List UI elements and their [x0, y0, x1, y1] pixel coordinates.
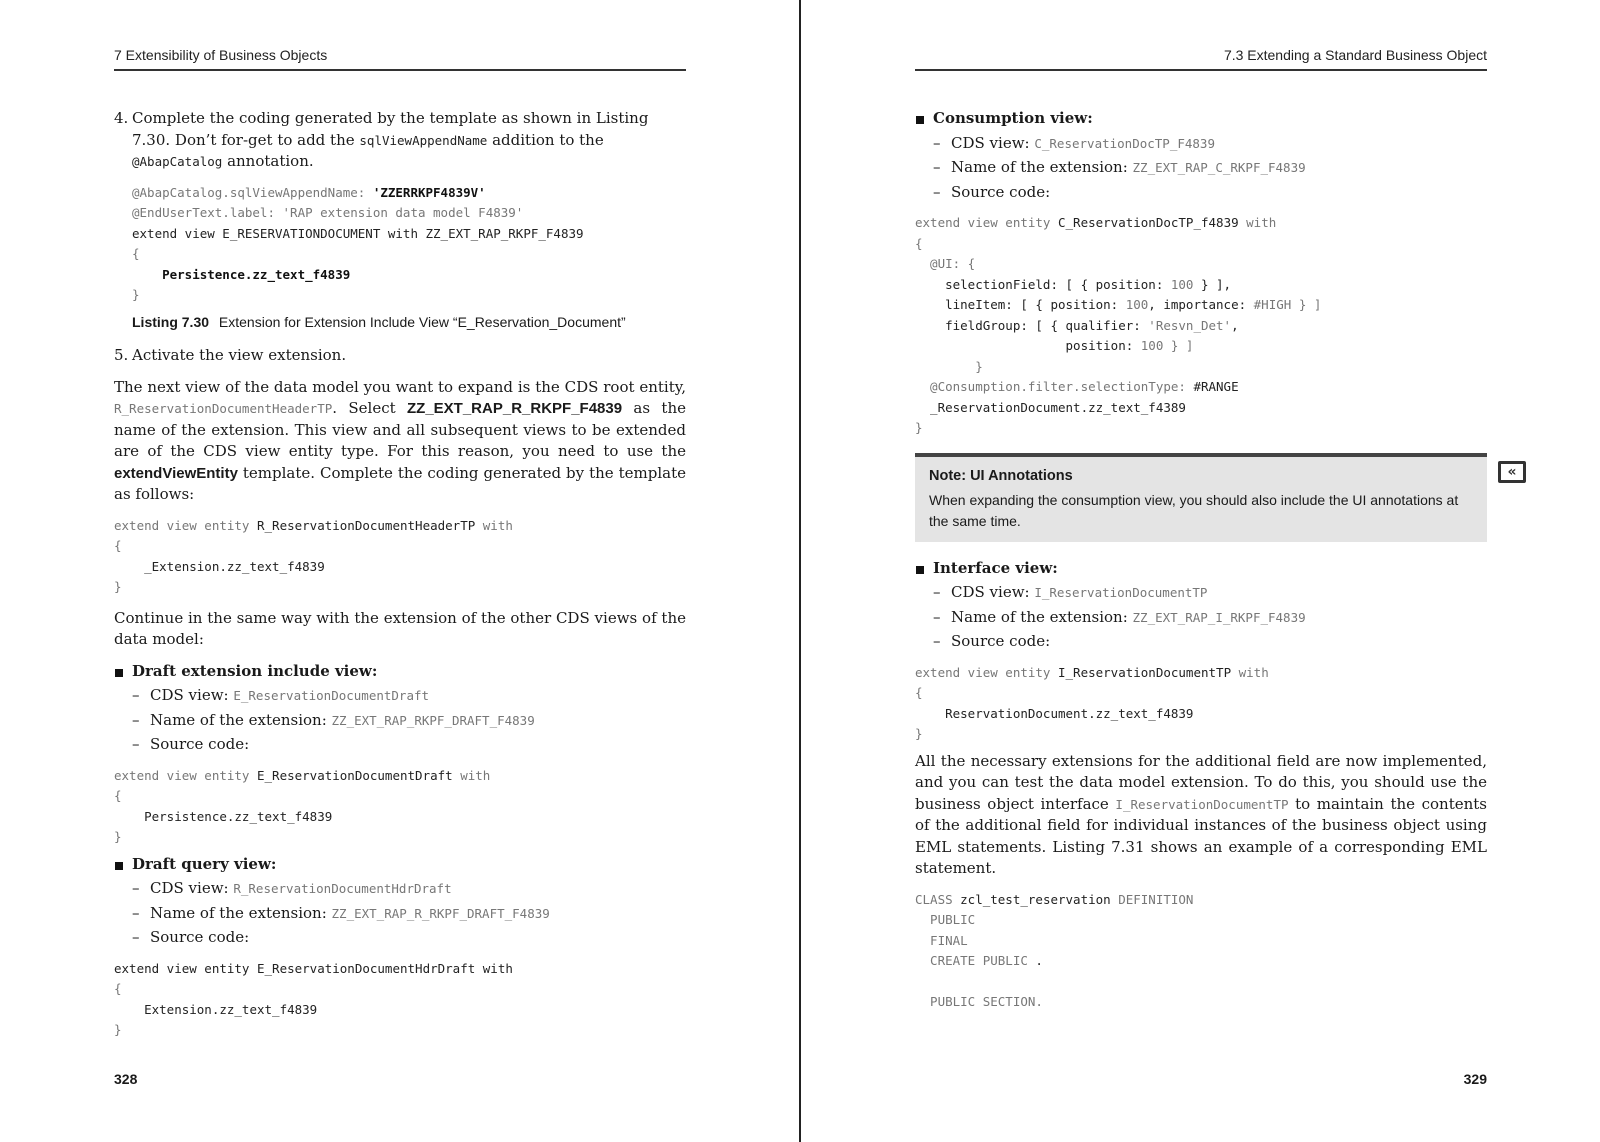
dash-source-code: – Source code:	[915, 631, 1487, 653]
header-rule	[915, 69, 1487, 71]
paragraph-root-entity: The next view of the data model you want to expand is the CDS root entity, R_ReservationDocumentHeaderTP. Select ZZ_EXT_RAP_R_RKPF_F4839 as the name of the extension. This view and all subsequent views to be extended are of the CDS view entity type. For this reason, you need to use the extendViewEntity template. Complete the coding generated by the template as follows:	[114, 377, 686, 503]
dash-extension-name: – Name of the extension: ZZ_EXT_RAP_I_RKPF_F4839	[915, 607, 1487, 629]
right-page	[801, 0, 1600, 1142]
draft-extension-code: extend view entity E_ReservationDocumentDraft with { Persistence.zz_text_f4839 }	[114, 767, 491, 844]
step-number: 5.	[114, 346, 129, 364]
inline-code: @AbapCatalog	[132, 154, 223, 169]
interface-code: extend view entity I_ReservationDocumentTP with { ReservationDocument.zz_text_f4839 }	[915, 664, 1269, 741]
root-entity-code: extend view entity R_ReservationDocumentHeaderTP with { _Extension.zz_text_f4839 }	[114, 517, 513, 594]
dash-cds-view: – CDS view: I_ReservationDocumentTP	[915, 582, 1487, 604]
dash-cds-view: – CDS view: C_ReservationDocTP_F4839	[915, 133, 1487, 155]
dash-extension-name: – Name of the extension: ZZ_EXT_RAP_R_RKPF_DRAFT_F4839	[114, 903, 686, 925]
page-number: 328	[114, 1071, 138, 1087]
left-page	[0, 0, 799, 1142]
step-number: 4.	[114, 109, 129, 127]
step-4	[114, 108, 686, 173]
bullet-draft-query: Draft query view:	[114, 854, 686, 876]
consumption-code: extend view entity C_ReservationDocTP_f4839 with { @UI: { selectionField: [ { position: 100 } ], lineItem: [ { position: 100, importance: #HIGH } ] fieldGroup: [ { qualifier: 'Resvn_Det', position: 100 } ] } @Consumption.filter.selectionType: #RANGE _ReservationDocument.zz_text_f4389 }	[915, 215, 1322, 435]
step-text: Complete the coding generated by the template as shown in Listing 7.30. Don’t for-get to add the	[132, 109, 649, 149]
dash-source-code: – Source code:	[114, 734, 686, 756]
note-title: Note: UI Annotations	[929, 467, 1073, 484]
left-content	[114, 108, 686, 1047]
running-head: 7.3 Extending a Standard Business Object	[1223, 47, 1487, 63]
class-definition-code: CLASS zcl_test_reservation DEFINITION PUBLIC FINAL CREATE PUBLIC . PUBLIC SECTION.	[915, 891, 1194, 1009]
step-5	[114, 345, 686, 367]
bullet-interface-view: Interface view:	[915, 558, 1487, 580]
note-icon: «	[1498, 461, 1526, 483]
header-rule	[114, 69, 686, 71]
note-text: When expanding the consumption view, you should also include the UI annotations at the same time.	[929, 491, 1459, 529]
draft-query-code: extend view entity E_ReservationDocumentHdrDraft with { Extension.zz_text_f4839 }	[114, 960, 513, 1037]
dash-cds-view: – CDS view: R_ReservationDocumentHdrDraft	[114, 878, 686, 900]
step-text: Activate the view extension.	[132, 346, 347, 364]
note-box	[915, 453, 1487, 542]
dash-extension-name: – Name of the extension: ZZ_EXT_RAP_RKPF_DRAFT_F4839	[114, 710, 686, 732]
dash-source-code: – Source code:	[915, 182, 1487, 204]
bullet-draft-extension: Draft extension include view:	[114, 661, 686, 683]
paragraph-eml: All the necessary extensions for the additional field are now implemented, and you can test the data model extension. To do this, you should use the business object interface I_ReservationDocumentTP to maintain the contents of the additional field for individual instances of the business object using EML statements. Listing 7.31 shows an example of a corresponding EML statement.	[915, 751, 1488, 877]
dash-extension-name: – Name of the extension: ZZ_EXT_RAP_C_RKPF_F4839	[915, 157, 1487, 179]
step-text: annotation.	[222, 152, 314, 170]
dash-source-code: – Source code:	[114, 927, 686, 949]
page-number: 329	[1463, 1071, 1487, 1087]
listing-caption: Listing 7.30 Extension for Extension Include View “E_Reservation_Document”	[132, 313, 626, 330]
inline-code: sqlViewAppendName	[359, 132, 488, 148]
dash-cds-view: – CDS view: E_ReservationDocumentDraft	[114, 685, 686, 707]
step-text: addition to the	[487, 130, 604, 149]
bullet-consumption-view: Consumption view:	[915, 108, 1487, 130]
listing-730-code: @AbapCatalog.sqlViewAppendName: 'ZZERRKPF4839V' @EndUserText.label: 'RAP extension data model F4839' extend view E_RESERVATIONDOCUMENT with ZZ_EXT_RAP_RKPF_F4839 { Persistence.zz_text_f4839 }	[132, 184, 584, 302]
running-head: 7 Extensibility of Business Objects	[114, 47, 328, 63]
paragraph-continue: Continue in the same way with the extension of the other CDS views of the data model:	[114, 608, 686, 648]
right-content	[915, 108, 1487, 1019]
